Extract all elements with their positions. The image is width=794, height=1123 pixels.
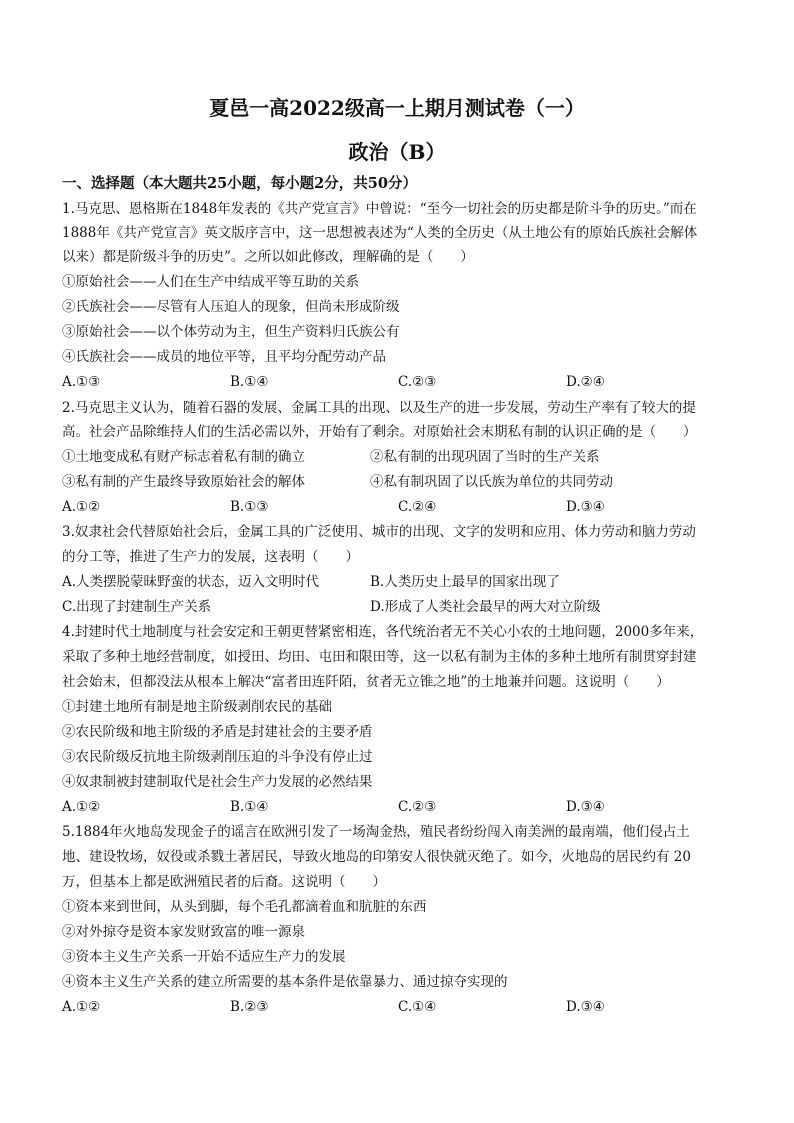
q2-option-c: C.②④ bbox=[398, 499, 437, 515]
q4-option-a: A.①② bbox=[62, 799, 101, 815]
q1-option-b: B.①④ bbox=[230, 374, 269, 390]
q4-option-b: B.①④ bbox=[230, 799, 269, 815]
q2-option-d: D.③④ bbox=[566, 499, 605, 515]
q5-item-2: ②对外掠夺是资本家发财致富的唯一源泉 bbox=[62, 924, 305, 940]
q5-stem-line-2: 地、建设牧场，奴役或杀戮土著居民，导致火地岛的印第安人很快就灭绝了。如今，火地岛的居民约有 20 bbox=[62, 849, 691, 865]
q4-stem-line-1: 4.封建时代土地制度与社会安定和王朝更替紧密相连，各代统治者无不关心小农的土地问题，2000多年来， bbox=[62, 624, 704, 640]
q1-option-d: D.②④ bbox=[566, 374, 605, 390]
q4-stem-line-2: 采取了多种土地经营制度，如授田、均田、屯田和限田等，这一以私有制为主体的多种土地所有制贯穿封建 bbox=[62, 649, 697, 665]
q5-item-4: ④资本主义生产关系的建立所需要的基本条件是依靠暴力、通过掠夺实现的 bbox=[62, 974, 508, 990]
q1-option-a: A.①③ bbox=[62, 374, 101, 390]
q4-option-c: C.②③ bbox=[398, 799, 437, 815]
exam-subject: 政治（B） bbox=[348, 140, 446, 164]
q5-option-c: C.①④ bbox=[398, 999, 437, 1015]
q3-option-a: A.人类摆脱蒙昧野蛮的状态，迈入文明时代 bbox=[62, 574, 320, 590]
q4-item-1: ①封建土地所有制是地主阶级剥削农民的基础 bbox=[62, 699, 332, 715]
q3-option-d: D.形成了人类社会最早的两大对立阶级 bbox=[370, 599, 601, 615]
q5-option-b: B.②③ bbox=[230, 999, 269, 1015]
q5-item-1: ①资本来到世间，从头到脚，每个毛孔都滴着血和肮脏的东西 bbox=[62, 899, 427, 915]
q4-stem-line-3: 社会始末，但都没法从根本上解决“富者田连阡陌，贫者无立锥之地”的土地兼并问题。这说明（ ） bbox=[62, 674, 670, 690]
q1-stem-line-3: 以来）都是阶级斗争的历史”。之所以如此修改，理解确的是（ ） bbox=[62, 249, 474, 265]
q1-item-1: ①原始社会——人们在生产中结成平等互助的关系 bbox=[62, 274, 359, 290]
q2-stem-line-2: 高。社会产品除维持人们的生活必需以外，开始有了剩余。对原始社会末期私有制的认识正确的是（ ） bbox=[62, 424, 697, 440]
q1-item-2: ②氏族社会——尽管有人压迫人的现象，但尚未形成阶级 bbox=[62, 299, 400, 315]
q1-stem-line-2: 1888年《共产党宣言》英文版序言中，这一思想被表述为“人类的全历史（从土地公有的原始氏族社会解体 bbox=[62, 225, 698, 241]
q1-stem-line-1: 1.马克思、恩格斯在1848年发表的《共产党宣言》中曾说：“至今一切社会的历史都是阶斗争的历史。”而在 bbox=[62, 201, 697, 217]
q1-item-3: ③原始社会——以个体劳动为主，但生产资料归氏族公有 bbox=[62, 324, 400, 340]
q3-stem-line-1: 3.奴隶社会代替原始社会后，金属工具的广泛使用、城市的出现、文字的发明和应用、体力劳动和脑力劳动 bbox=[62, 524, 696, 540]
q1-option-c: C.②③ bbox=[398, 374, 437, 390]
q4-option-d: D.③④ bbox=[566, 799, 605, 815]
q1-item-4: ④氏族社会——成员的地位平等，且平均分配劳动产品 bbox=[62, 349, 386, 365]
q3-stem-line-2: 的分工等，推进了生产力的发展，这表明（ ） bbox=[62, 549, 359, 565]
q2-item-4: ④私有制巩固了以氏族为单位的共同劳动 bbox=[370, 474, 613, 490]
q5-stem-line-3: 万，但基本上都是欧洲殖民者的后裔。这说明（ ） bbox=[62, 874, 386, 890]
q2-item-3: ③私有制的产生最终导致原始社会的解体 bbox=[62, 474, 305, 490]
q2-option-a: A.①② bbox=[62, 499, 101, 515]
q5-option-d: D.③④ bbox=[566, 999, 605, 1015]
q2-item-1: ①土地变成私有财产标志着私有制的确立 bbox=[62, 449, 305, 465]
q4-item-4: ④奴隶制被封建制取代是社会生产力发展的必然结果 bbox=[62, 774, 373, 790]
q4-item-2: ②农民阶级和地主阶级的矛盾是封建社会的主要矛盾 bbox=[62, 724, 373, 740]
q3-option-c: C.出现了封建制生产关系 bbox=[62, 599, 212, 615]
exam-title: 夏邑一高2022级高一上期月测试卷（一） bbox=[209, 96, 585, 120]
q3-option-b: B.人类历史上最早的国家出现了 bbox=[370, 574, 560, 590]
q4-item-3: ③农民阶级反抗地主阶级剥削压迫的斗争没有停止过 bbox=[62, 749, 373, 765]
section-heading: 一、选择题（本大题共25小题，每小题2分，共50分） bbox=[62, 175, 417, 192]
q2-stem-line-1: 2.马克思主义认为，随着石器的发展、金属工具的出现、以及生产的进一步发展，劳动生产率有了较大的提 bbox=[62, 400, 696, 416]
q2-item-2: ②私有制的出现巩固了当时的生产关系 bbox=[370, 449, 600, 465]
q2-option-b: B.①③ bbox=[230, 499, 269, 515]
q5-item-3: ③资本主义生产关系一开始不适应生产力的发展 bbox=[62, 949, 346, 965]
q5-stem-line-1: 5.1884年火地岛发现金子的谣言在欧洲引发了一场淘金热，殖民者纷纷闯入南美洲的最南端，他们侵占土 bbox=[62, 824, 690, 840]
q5-option-a: A.①② bbox=[62, 999, 101, 1015]
